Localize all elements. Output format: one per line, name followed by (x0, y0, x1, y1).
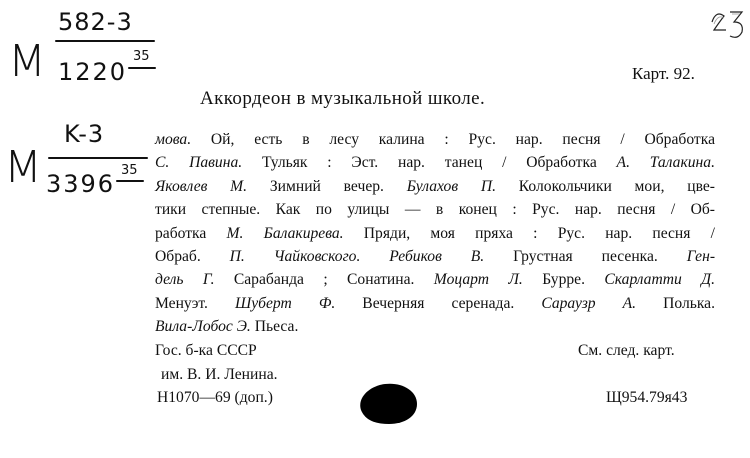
call-mark-1-letter: M (8, 36, 46, 87)
body-text-segment: Сараузр А. (541, 294, 637, 312)
card-body (155, 128, 715, 339)
body-text-segment: Яковлев М. (155, 177, 248, 195)
body-text-segment: тики степные. Как по улицы — в конец : Рус. нар. песня / Об- (155, 201, 715, 219)
body-text-segment: С. Павина. (155, 154, 243, 172)
body-text-segment: Грустная песенка. (484, 248, 687, 266)
body-text-segment (360, 248, 389, 265)
body-text-segment: Менуэт. (155, 294, 235, 312)
body-line (155, 151, 715, 174)
body-text-segment: Тульяк : Эст. нар. танец / Обработка (242, 154, 617, 172)
call-mark-2-top: K-3 (64, 120, 105, 148)
body-text-segment: Вечерняя серенада. (335, 294, 542, 312)
order-number: Н1070—69 (доп.) (157, 389, 273, 406)
call-mark-2-fraction-line (48, 157, 148, 159)
corner-stamp-icon (704, 2, 748, 46)
body-text-segment: Колокольчики мои, цве- (496, 177, 715, 195)
body-text-segment: Пряди, моя пряха : Рус. нар. песня / (343, 224, 715, 242)
call-mark-1-sup-line (128, 67, 156, 69)
call-mark-2-bottom: 3396 (46, 170, 116, 198)
call-mark-2-letter: M (4, 142, 42, 193)
body-text-segment: Пьеса. (250, 318, 299, 336)
body-text-segment: Обраб. (155, 248, 230, 266)
call-mark-1-top: 582-3 (58, 8, 133, 36)
call-mark-1-sup: 35 (133, 49, 150, 64)
call-mark-2-sup-line (116, 180, 144, 182)
body-text-segment: дель Г. (155, 271, 215, 289)
body-line (155, 198, 715, 221)
ink-blot-mark (355, 380, 421, 426)
body-text-segment: А. Талакина. (616, 154, 715, 172)
body-text-segment: мова. (155, 131, 192, 148)
body-text-segment: Сарабанда ; Сонатина. (214, 271, 434, 289)
body-line (155, 315, 715, 338)
call-mark-2-sup: 35 (121, 163, 138, 178)
classification-code: Щ954.79я43 (606, 389, 688, 406)
body-line (155, 175, 715, 198)
call-mark-1-bottom: 1220 (58, 58, 128, 86)
body-text-segment: Полька. (636, 294, 715, 312)
body-text-segment: Скарлатти Д. (604, 271, 715, 289)
body-text-segment: Булахов П. (406, 177, 497, 195)
card-title: Аккордеон в музыкальной школе. (200, 88, 486, 109)
body-line (155, 128, 715, 151)
body-text-segment: Ребиков В. (389, 248, 485, 266)
body-line (155, 292, 715, 315)
body-text-segment: работка (155, 224, 227, 242)
body-text-segment: Вила-Лобос Э. (155, 318, 251, 336)
body-text-segment: Ой, есть в лесу калина : Рус. нар. песня / Обработка (191, 131, 715, 148)
body-text-segment: П. Чайковского. (229, 248, 361, 266)
call-mark-1-fraction-line (55, 40, 155, 42)
body-line (155, 268, 715, 291)
library-name-line-2: им. В. И. Ленина. (161, 366, 278, 383)
body-line (155, 222, 715, 245)
body-text-segment: Ген- (686, 248, 716, 266)
library-name-line-1: Гос. б-ка СССР (155, 342, 257, 359)
body-text-segment: М. Балакирева. (226, 224, 344, 242)
see-next-card: См. след. карт. (578, 342, 675, 359)
body-line (155, 245, 715, 268)
body-text-segment: Бурре. (522, 271, 605, 289)
body-text-segment: Зимний вечер. (247, 177, 407, 195)
card-number: Карт. 92. (632, 64, 695, 83)
body-text-segment: Моцарт Л. (433, 271, 523, 289)
body-text-segment: Шуберт Ф. (234, 294, 336, 312)
